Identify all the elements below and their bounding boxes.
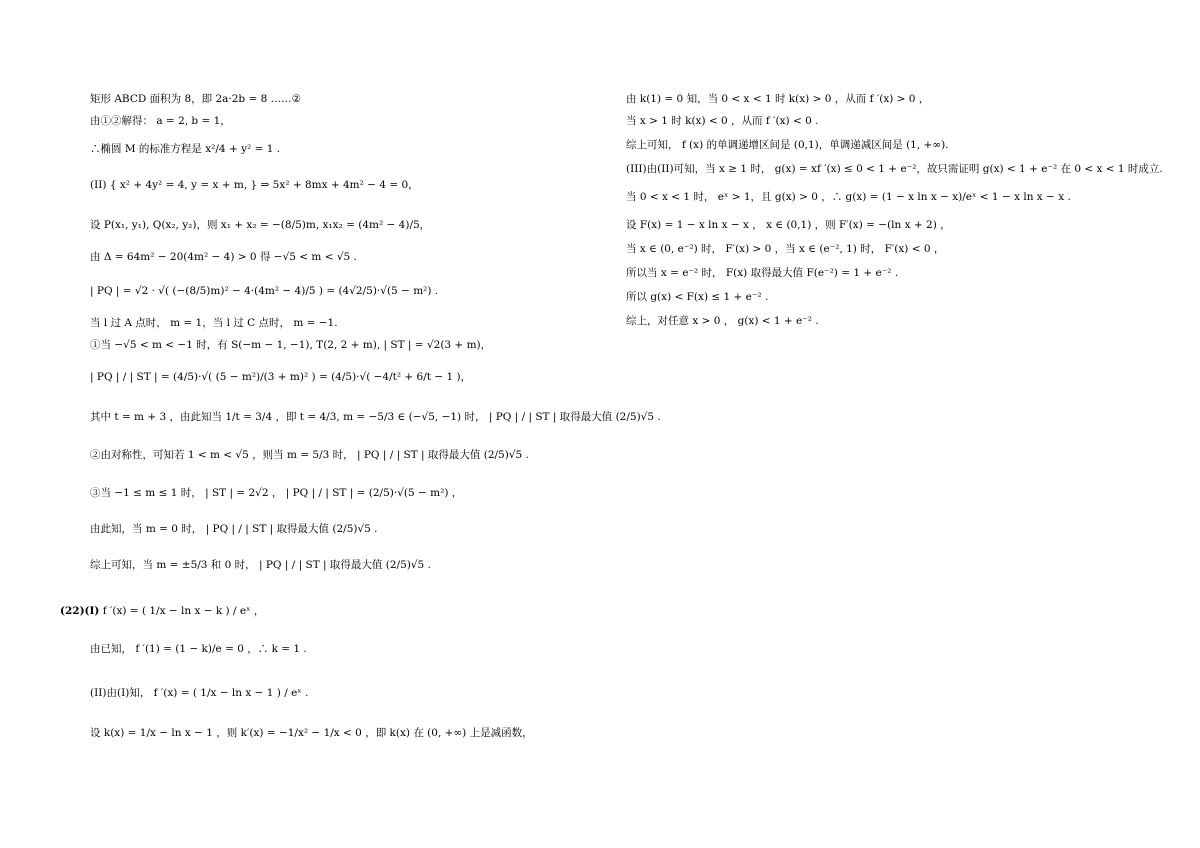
text-line: | PQ | / | ST | = (4/5)·√( (5 − m²)/(3 + m)² ) = (4/5)·√( −4/t² + 6/t − 1 )，: [90, 371, 472, 383]
text-line: ①当 −√5 < m < −1 时，有 S(−m − 1, −1), T(2, 2 + m), | ST | = √2(3 + m)，: [90, 339, 492, 351]
text-line: 综上可知， f (x) 的单调递增区间是 (0,1)，单调递减区间是 (1, +∞).: [626, 139, 949, 151]
text-line: 当 x ∈ (0, e⁻²) 时， F′(x) > 0 ，当 x ∈ (e⁻², 1) 时， F′(x) < 0 ，: [626, 243, 945, 255]
text-line: 矩形 ABCD 面积为 8，即 2a·2b = 8 ……②: [90, 93, 302, 105]
text-line: 综上可知，当 m = ±5/3 和 0 时， | PQ | / | ST | 取得最大值 (2/5)√5 .: [90, 559, 431, 571]
text-line: 所以 g(x) < F(x) ≤ 1 + e⁻² .: [626, 291, 769, 303]
text-line: 设 F(x) = 1 − x ln x − x ， x ∈ (0,1) ，则 F′(x) = −(ln x + 2) ，: [626, 219, 951, 231]
text-line: ②由对称性，可知若 1 < m < √5 ，则当 m = 5/3 时， | PQ | / | ST | 取得最大值 (2/5)√5 .: [90, 449, 529, 461]
text-line: 设 P(x₁, y₁), Q(x₂, y₂)，则 x₁ + x₂ = −(8/5)m, x₁x₂ = (4m² − 4)/5，: [90, 219, 431, 231]
text-line: 当 x > 1 时 k(x) < 0 ，从而 f ′(x) < 0 .: [626, 115, 819, 127]
text-line: ③当 −1 ≤ m ≤ 1 时， | ST | = 2√2 ， | PQ | / | ST | = (2/5)·√(5 − m²) ，: [90, 487, 463, 499]
text-line: (III)由(II)可知，当 x ≥ 1 时， g(x) = xf ′(x) ≤ 0 < 1 + e⁻²，故只需证明 g(x) < 1 + e⁻² 在 0 < x < 1 时成立.: [626, 163, 1163, 175]
text-line: 设 k(x) = 1/x − ln x − 1 ，则 k′(x) = −1/x² − 1/x < 0 ，即 k(x) 在 (0, +∞) 上是减函数，: [90, 727, 533, 739]
text-line: 由 Δ = 64m² − 20(4m² − 4) > 0 得 −√5 < m < √5 .: [90, 251, 357, 263]
text-line: 其中 t = m + 3 ，由此知当 1/t = 3/4 ，即 t = 4/3, m = −5/3 ∈ (−√5, −1) 时， | PQ | / | ST | 取得最大值 (2/5)√5 .: [90, 411, 661, 423]
question-22-line: [60, 604, 264, 618]
text-line: | PQ | = √2 · √( (−(8/5)m)² − 4·(4m² − 4)/5 ) = (4√2/5)·√(5 − m²) .: [90, 285, 439, 297]
text-line: (II)由(I)知， f ′(x) = ( 1/x − ln x − 1 ) / eˣ .: [90, 687, 309, 699]
text-line: (II) { x² + 4y² = 4, y = x + m, } ⇒ 5x² + 8mx + 4m² − 4 = 0，: [90, 179, 419, 191]
text-line: f ′(x) = ( 1/x − ln x − k ) / eˣ ，: [102, 605, 265, 617]
text-line: 当 0 < x < 1 时， eˣ > 1，且 g(x) > 0 ，∴ g(x) = (1 − x ln x − x)/eˣ < 1 − x ln x − x .: [626, 191, 1071, 203]
question-label: (22)(I): [60, 605, 100, 617]
text-line: 由此知，当 m = 0 时， | PQ | / | ST | 取得最大值 (2/5)√5 .: [90, 523, 378, 535]
text-line: 所以当 x = e⁻² 时， F(x) 取得最大值 F(e⁻²) = 1 + e⁻² .: [626, 267, 899, 279]
text-line: 由已知， f ′(1) = (1 − k)/e = 0 ，∴ k = 1 .: [90, 643, 307, 655]
text-line: 当 l 过 A 点时， m = 1，当 l 过 C 点时， m = −1.: [90, 317, 338, 329]
text-line: 综上，对任意 x > 0 ， g(x) < 1 + e⁻² .: [626, 315, 819, 327]
text-line: ∴椭圆 M 的标准方程是 x²/4 + y² = 1 .: [90, 143, 281, 155]
text-line: 由 k(1) = 0 知，当 0 < x < 1 时 k(x) > 0 ，从而 f ′(x) > 0 ，: [626, 93, 930, 105]
text-line: 由①②解得： a = 2, b = 1，: [90, 115, 231, 127]
